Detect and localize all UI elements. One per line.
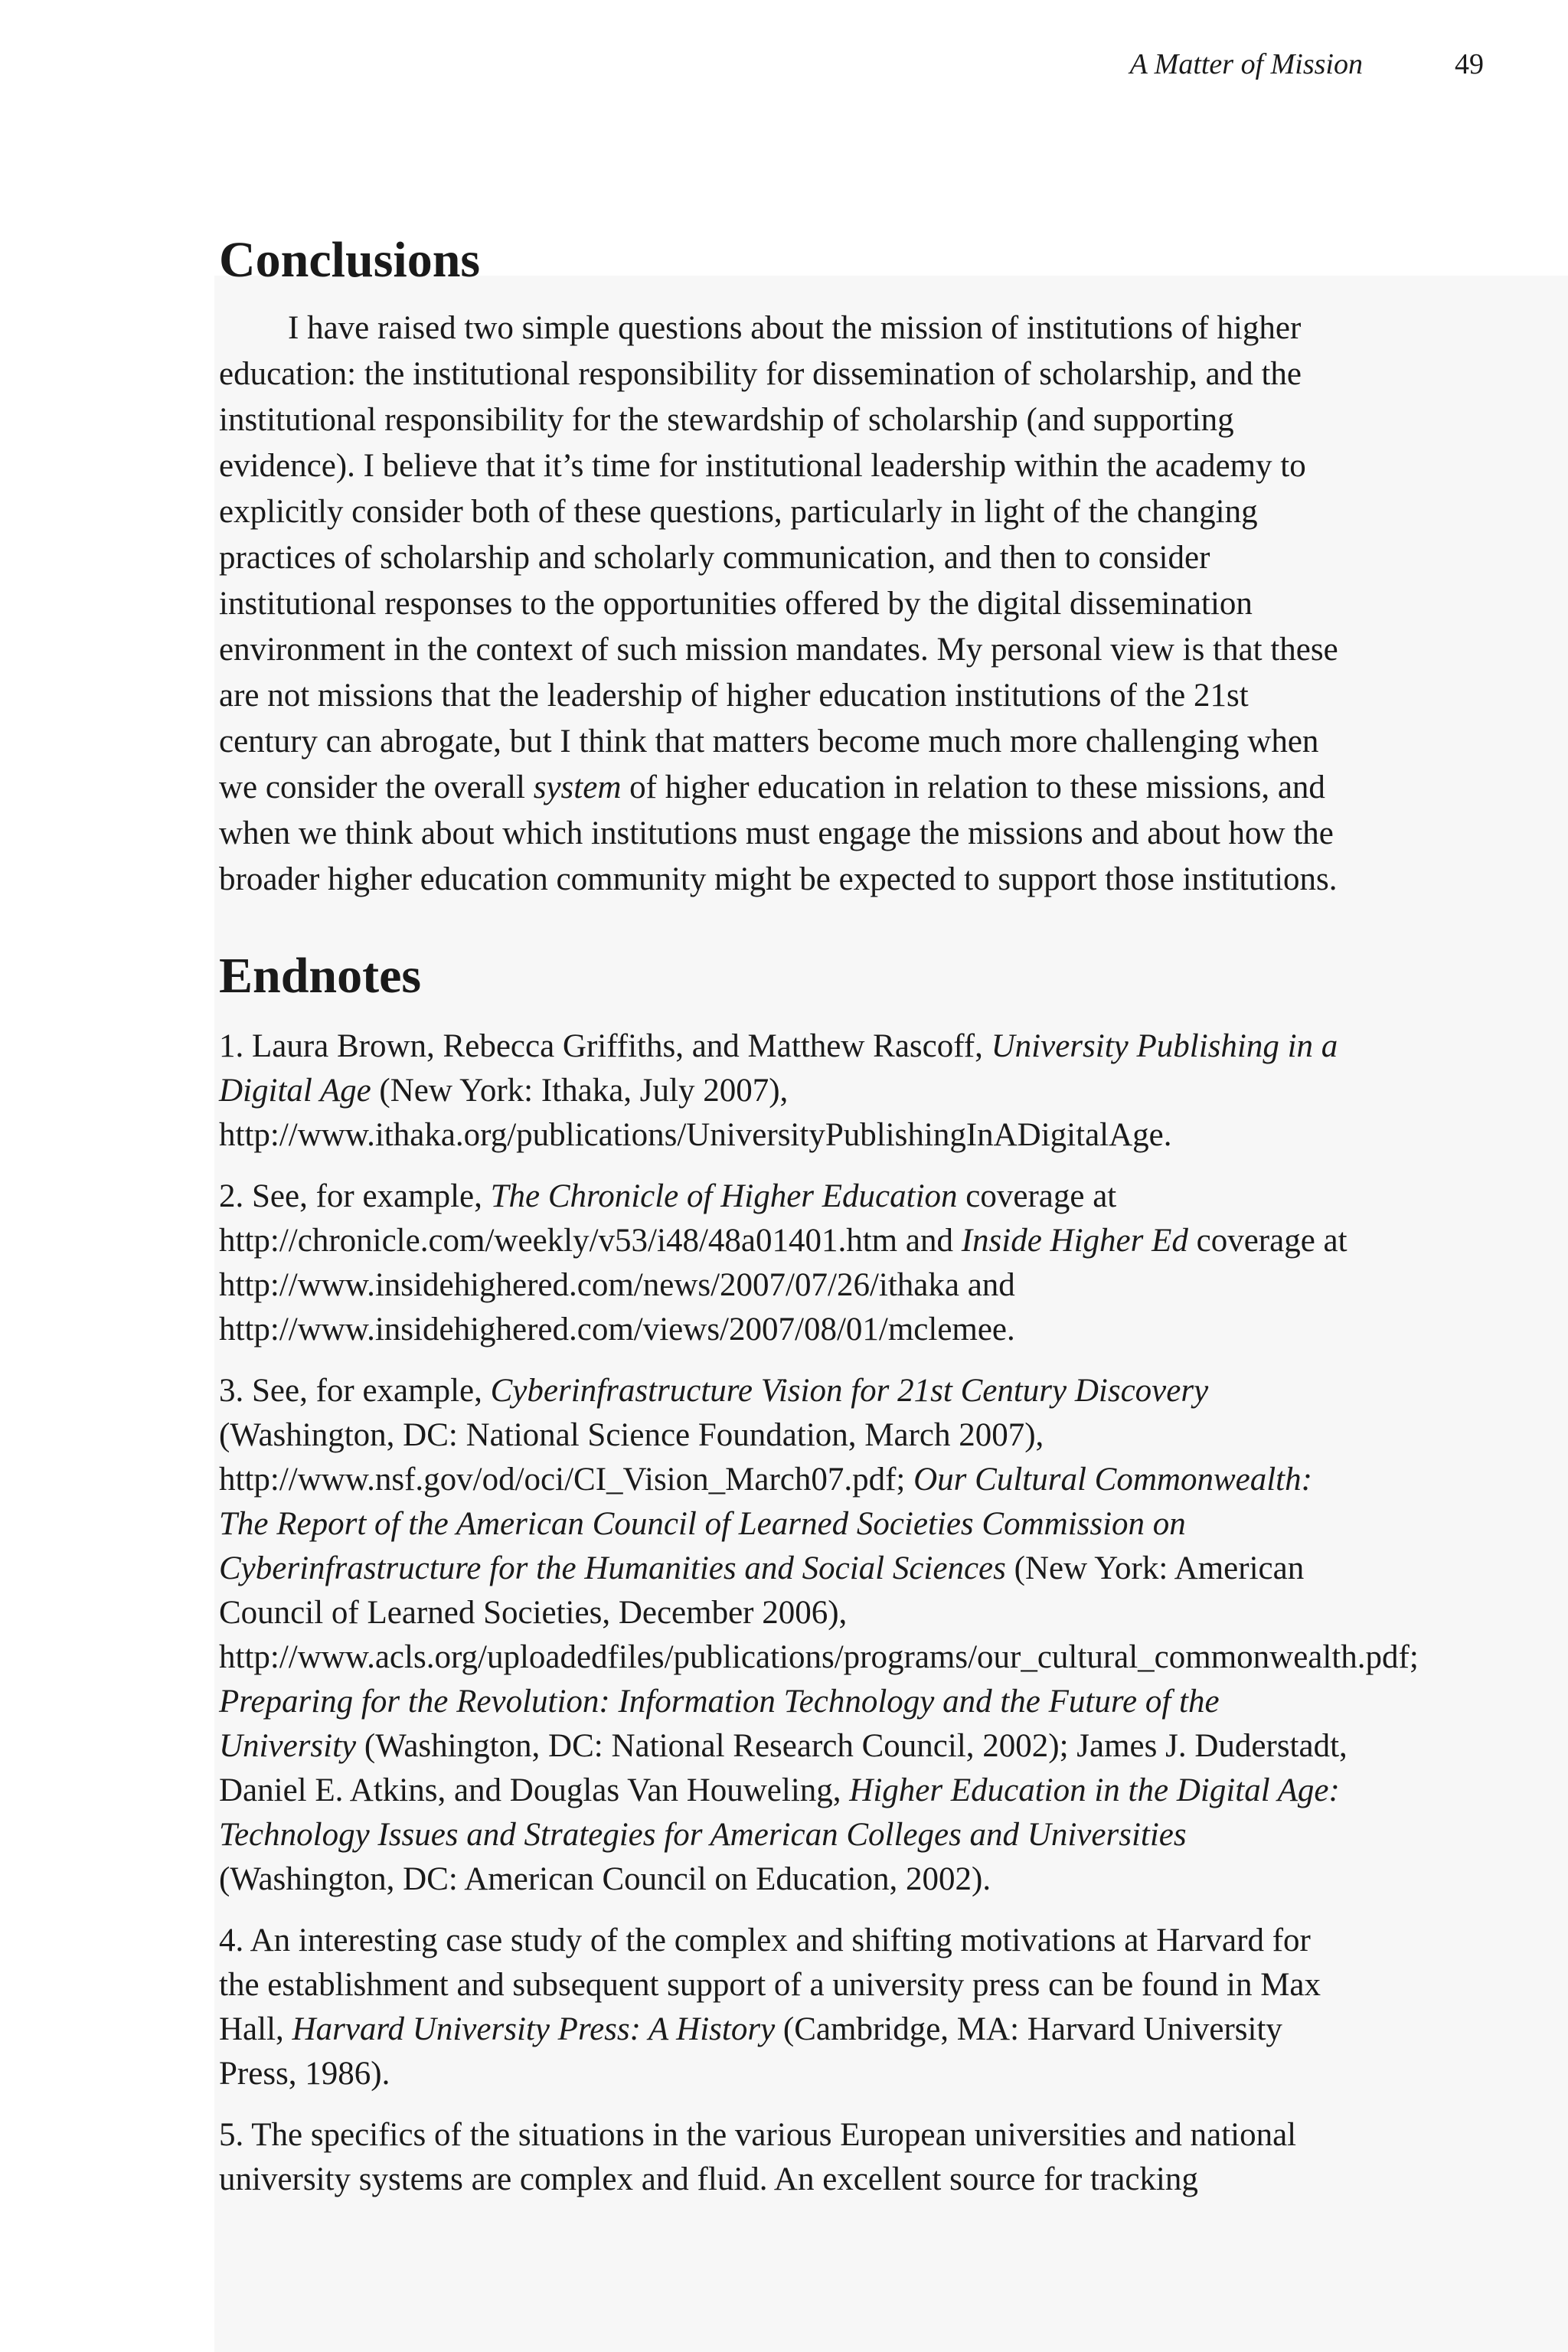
endnote-4-text-c: (Cambridge, MA: Harvard University Press, 1986). xyxy=(219,2011,1282,2092)
endnote-5 xyxy=(219,2113,1352,2202)
endnote-2-title-1: The Chronicle of Higher Education xyxy=(490,1178,958,1215)
conclusions-text-1: I have raised two simple questions about the mission of institutions of higher education: the institutional responsibility for dissemination of scholarship, and the institutional responsibility for the stewardship of scholarship (and supporting evidence). I believe that it’s time for institutional leadership within the academy to explicitly consider both of these questions, particularly in light of the changing practices of scholarship and scholarly communication, and then to consider institutional responses to the opportunities offered by the digital dissemination environment in the context of such mission mandates. My personal view is that these are not missions that the leadership of higher education institutions of the 21st century can abrogate, but I think that matters become much more challenging when we consider the overall xyxy=(219,310,1338,806)
endnote-2-title-2: Inside Higher Ed xyxy=(961,1223,1188,1259)
page-content xyxy=(219,230,1419,2219)
endnote-3-text-a: 3. See, for example, xyxy=(219,1373,491,1410)
endnote-4-text-a: 4. An interesting case study of the complex and shifting motivations at Harvard for the establishment and subsequent support of a university press can be found in Max Hall, xyxy=(219,1922,1321,2048)
endnote-3-text-c: (Washington, DC: National Science Foundation, March 2007), http://www.nsf.gov/od/oci/CI_Vision_March07.pdf; xyxy=(219,1417,1044,1498)
endnote-3-text-g: (Washington, DC: National Research Council, 2002); James J. Duderstadt, Daniel E. Atkins, and Douglas Van Houweling, xyxy=(219,1728,1348,1809)
endnote-3-text-i: (Washington, DC: American Council on Education, 2002). xyxy=(219,1861,991,1898)
endnote-3-title-1: Cyberinfrastructure Vision for 21st Century Discovery xyxy=(490,1373,1209,1410)
endnote-3-title-3: Preparing for the Revolution: Information Technology and the Future of the University xyxy=(219,1684,1220,1765)
conclusions-text-2: of higher education in relation to these missions, and when we think about which institutions must engage the missions and about how the broader higher education community might be expected to support those institutions. xyxy=(219,769,1338,898)
endnote-3-title-2: Our Cultural Commonwealth: The Report of the American Council of Learned Societies Commission on Cyberinfrastructure for the Humanities and Social Sciences xyxy=(219,1462,1312,1587)
endnote-4-title: Harvard University Press: A History xyxy=(292,2011,776,2048)
running-header xyxy=(1130,47,1484,81)
endnote-3 xyxy=(219,1369,1419,1902)
endnote-2 xyxy=(219,1174,1352,1352)
endnote-3-title-4: Higher Education in the Digital Age: Technology Issues and Strategies for American Colleges and Universities xyxy=(219,1772,1340,1854)
endnote-2-text-e: coverage at http://www.insidehighered.com/news/2007/07/26/ithaka and http://www.insidehighered.com/views/2007/08/01/mclemee. xyxy=(219,1223,1348,1348)
page-number: 49 xyxy=(1455,48,1484,80)
endnotes-heading: Endnotes xyxy=(219,948,422,1004)
endnote-3-text-e: (New York: American Council of Learned Societies, December 2006), http://www.acls.org/uploadedfiles/publications/programs/our_cultural_commonwealth.pdf; xyxy=(219,1550,1419,1676)
endnote-1-text-c: (New York: Ithaka, July 2007), http://www.ithaka.org/publications/UniversityPublishingInADigitalAge. xyxy=(219,1073,1172,1154)
conclusions-italic-system: system xyxy=(533,769,622,806)
conclusions-heading: Conclusions xyxy=(219,232,481,288)
endnote-2-text-c: coverage at http://chronicle.com/weekly/v53/i48/48a01401.htm and xyxy=(219,1178,1117,1259)
endnote-5-text-a: 5. The specifics of the situations in the various European universities and national university systems are complex and fluid. An excellent source for tracking xyxy=(219,2117,1297,2198)
endnote-1-text-a: 1. Laura Brown, Rebecca Griffiths, and Matthew Rascoff, xyxy=(219,1028,991,1065)
running-title: A Matter of Mission xyxy=(1129,48,1363,80)
endnote-1 xyxy=(219,1024,1352,1158)
conclusions-paragraph xyxy=(219,305,1352,903)
endnote-2-text-a: 2. See, for example, xyxy=(219,1178,491,1215)
endnote-4 xyxy=(219,1919,1352,2096)
endnote-1-title: University Publishing in a Digital Age xyxy=(219,1028,1338,1109)
